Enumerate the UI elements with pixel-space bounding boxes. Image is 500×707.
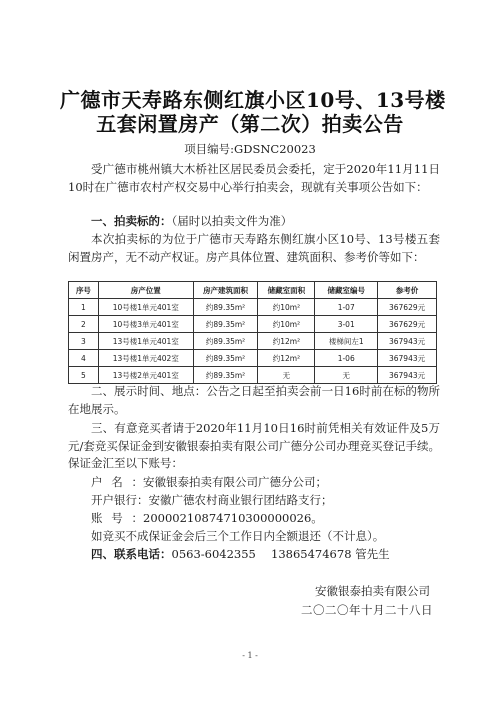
table-cell: 约10m²	[258, 299, 315, 316]
table-row	[69, 299, 437, 316]
table-cell: 10号楼1单元401室	[98, 299, 193, 316]
account-name-label: 户名：	[91, 475, 143, 489]
table-cell: 无	[258, 367, 315, 384]
account-bank-label: 开户银行：	[91, 493, 149, 507]
page-number: - 1 -	[242, 651, 258, 660]
table-cell: 约89.35m²	[193, 367, 258, 384]
signature-date: 二〇二〇年十月二十八日	[301, 603, 433, 617]
signature-organization: 安徽银泰拍卖有限公司	[315, 584, 430, 598]
table-cell: 楼梯间左1	[315, 333, 378, 350]
account-name-value: 安徽银泰拍卖有限公司广德分公司；	[143, 475, 327, 489]
contact-phones: 0563-6042355 13865474678 管先生	[171, 547, 390, 561]
account-bank-value: 安徽广德农村商业银行团结路支行；	[148, 493, 333, 507]
table-cell: 367629元	[378, 316, 437, 333]
contact-line	[91, 546, 390, 562]
intro-paragraph: 受广德市桃州镇大木桥社区居民委员会委托，定于2020年11月11日10时在广德市农村产权交易中心举行拍卖会，现就有关事项公告如下：	[68, 162, 440, 194]
section1-heading-line	[91, 213, 292, 229]
table-cell: 1-06	[315, 350, 378, 367]
table-cell: 3-01	[315, 316, 378, 333]
document-title-line1: 广德市天寿路东侧红旗小区10号、13号楼	[60, 88, 446, 112]
section1-heading: 一、拍卖标的：	[91, 214, 172, 228]
table-cell: 约10m²	[258, 316, 315, 333]
table-cell: 13号楼2单元401室	[98, 367, 193, 384]
section1-body: 本次拍卖标的为位于广德市天寿路东侧红旗小区10号、13号楼五套闲置房产，无不动产权证。房产具体位置、建筑面积、参考价等如下：	[68, 232, 440, 264]
table-cell: 4	[69, 350, 99, 367]
table-row	[69, 350, 437, 367]
section4-heading: 四、联系电话：	[91, 547, 172, 561]
account-number-label: 账号：	[91, 511, 143, 525]
table-cell: 1-07	[315, 299, 378, 316]
section1-note: （届时以拍卖文件为准）	[171, 214, 293, 228]
section2-paragraph: 二、展示时间、地点：公告之日起至拍卖会前一日16时前在标的物所在地展示。	[68, 384, 440, 416]
account-number-value: 20000210874710300000026。	[143, 511, 323, 525]
table-cell: 367943元	[378, 367, 437, 384]
table-cell: 2	[69, 316, 99, 333]
header-cell: 房产建筑面积	[193, 282, 258, 299]
table-row	[69, 316, 437, 333]
table-cell: 367629元	[378, 299, 437, 316]
table-cell: 约89.35m²	[193, 333, 258, 350]
table-header-row	[69, 282, 437, 299]
project-number: 项目编号:GDSNC20023	[184, 142, 316, 156]
section3-paragraph: 三、有意竞买者请于2020年11月10日16时前凭相关有效证件及5万元/套竞买保证金到安徽银泰拍卖有限公司广德分公司办理竞买登记手续。保证金汇至以下账号：	[68, 421, 440, 470]
property-table	[68, 281, 437, 384]
table-cell: 5	[69, 367, 99, 384]
table-cell: 约12m²	[258, 350, 315, 367]
table-cell: 3	[69, 333, 99, 350]
account-number-line	[91, 510, 323, 526]
table-cell: 1	[69, 299, 99, 316]
account-bank-line	[91, 492, 333, 508]
table-cell: 13号楼1单元402室	[98, 350, 193, 367]
table-cell: 367943元	[378, 333, 437, 350]
header-cell: 储藏室编号	[315, 282, 378, 299]
table-cell: 约12m²	[258, 333, 315, 350]
header-cell: 储藏室面积	[258, 282, 315, 299]
refund-note: 如竞买不成保证金会后三个工作日内全额退还（不计息）。	[91, 529, 385, 543]
account-name-line	[91, 474, 327, 490]
document-title-line2: 五套闲置房产（第二次）拍卖公告	[96, 112, 404, 136]
table-cell: 10号楼3单元401室	[98, 316, 193, 333]
header-cell: 序号	[69, 282, 99, 299]
table-cell: 约89.35m²	[193, 316, 258, 333]
table-cell: 367943元	[378, 350, 437, 367]
table-cell: 无	[315, 367, 378, 384]
header-cell: 房产位置	[98, 282, 193, 299]
table-row	[69, 333, 437, 350]
header-cell: 参考价	[378, 282, 437, 299]
table-cell: 约89.35m²	[193, 350, 258, 367]
table-row	[69, 367, 437, 384]
table-cell: 13号楼1单元401室	[98, 333, 193, 350]
table-cell: 约89.35m²	[193, 299, 258, 316]
